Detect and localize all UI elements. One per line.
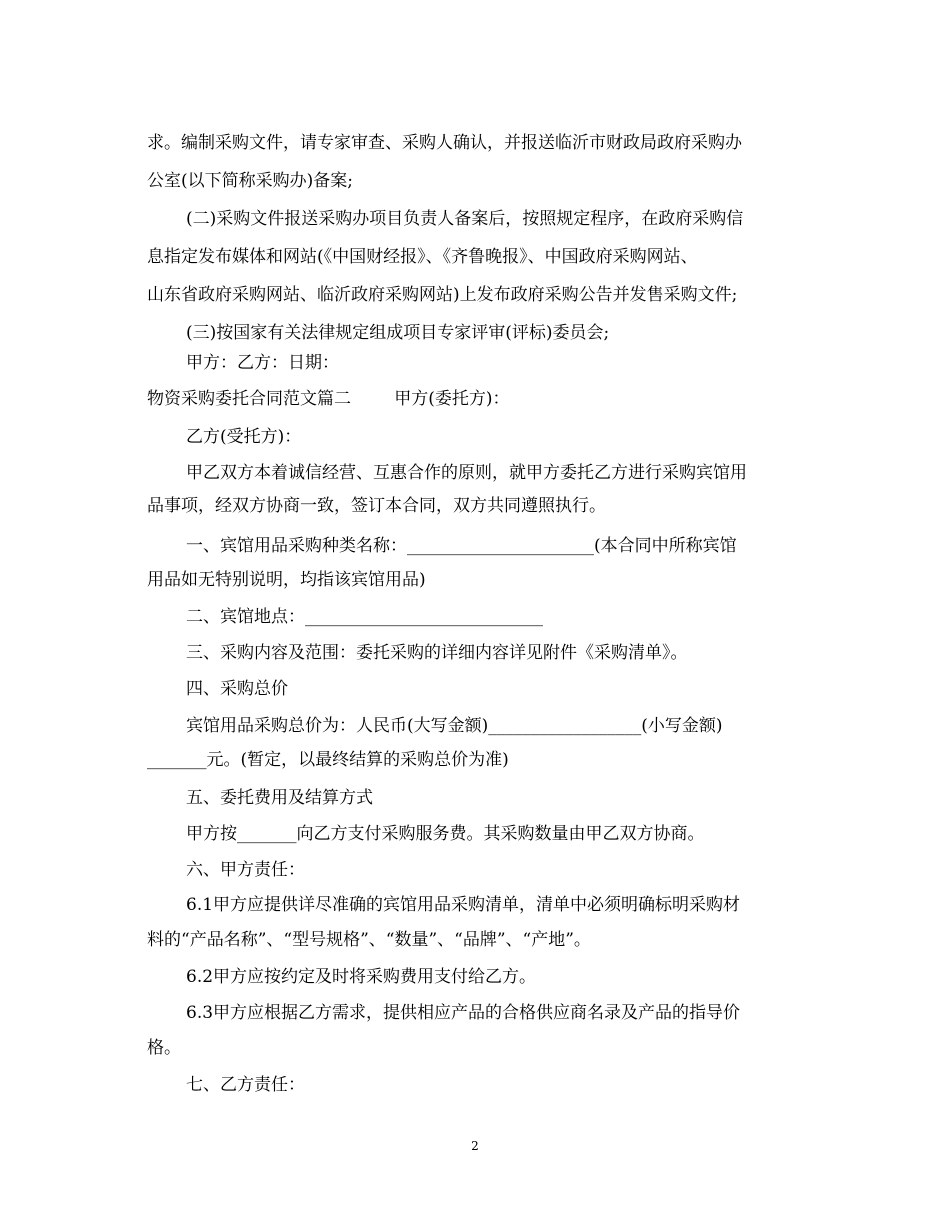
- text-line: 甲方：乙方：日期：: [186, 353, 339, 373]
- page-number: 2: [471, 1139, 479, 1153]
- text-line: (二)采购文件报送采购办项目负责人备案后，按照规定程序，在政府采购信: [186, 209, 744, 229]
- text-line: 6.1甲方应提供详尽准确的宾馆用品采购清单，清单中必须明确标明采购材: [186, 895, 741, 915]
- text-line: 四、采购总价: [186, 679, 288, 699]
- text-line: 一、宾馆用品采购种类名称：______________________(本合同中所称宾馆: [186, 536, 737, 556]
- text-line: 乙方(受托方)：: [186, 427, 302, 447]
- text-line: 宾馆用品采购总价为：人民币(大写金额)__________________(小写金额): [186, 716, 723, 736]
- text-line: 三、采购内容及范围：委托采购的详细内容详见附件《采购清单》。: [186, 643, 688, 663]
- text-line: 息指定发布媒体和网站(《中国财经报》、《齐鲁晚报》、中国政府采购网站、: [147, 247, 698, 267]
- text-line: 6.3甲方应根据乙方需求，提供相应产品的合格供应商名录及产品的指导价: [186, 1003, 741, 1023]
- text-line: _______元。(暂定，以最终结算的采购总价为准): [147, 750, 509, 770]
- text-line: 求。编制采购文件，请专家审查、采购人确认，并报送临沂市财政局政府采购办: [147, 133, 742, 153]
- text-line: 公室(以下简称采购办)备案;: [147, 171, 353, 191]
- text-line: 七、乙方责任：: [186, 1075, 305, 1095]
- text-line: 六、甲方责任：: [186, 860, 305, 880]
- text-line: 山东省政府采购网站、临沂政府采购网站)上发布政府采购公告并发售采购文件;: [147, 285, 738, 305]
- text-line: 6.2甲方应按约定及时将采购费用支付给乙方。: [186, 967, 537, 987]
- text-line: 二、宾馆地点：____________________________: [186, 607, 543, 627]
- text-line: 料的“产品名称”、“型号规格”、“数量”、“品牌”、“产地”。: [147, 930, 591, 950]
- text-line: 甲乙双方本着诚信经营、互惠合作的原则，就甲方委托乙方进行采购宾馆用: [186, 463, 747, 483]
- text-line: 品事项，经双方协商一致，签订本合同，双方共同遵照执行。: [147, 496, 606, 516]
- text-line: 物资采购委托合同范文篇二 甲方(委托方)：: [147, 389, 510, 409]
- text-line: (三)按国家有关法律规定组成项目专家评审(评标)委员会;: [186, 323, 610, 343]
- text-line: 用品如无特别说明，均指该宾馆用品): [147, 570, 426, 590]
- text-line: 五、委托费用及结算方式: [186, 788, 373, 808]
- text-line: 格。: [147, 1038, 181, 1058]
- text-line: 甲方按_______向乙方支付采购服务费。其采购数量由甲乙双方协商。: [186, 824, 705, 844]
